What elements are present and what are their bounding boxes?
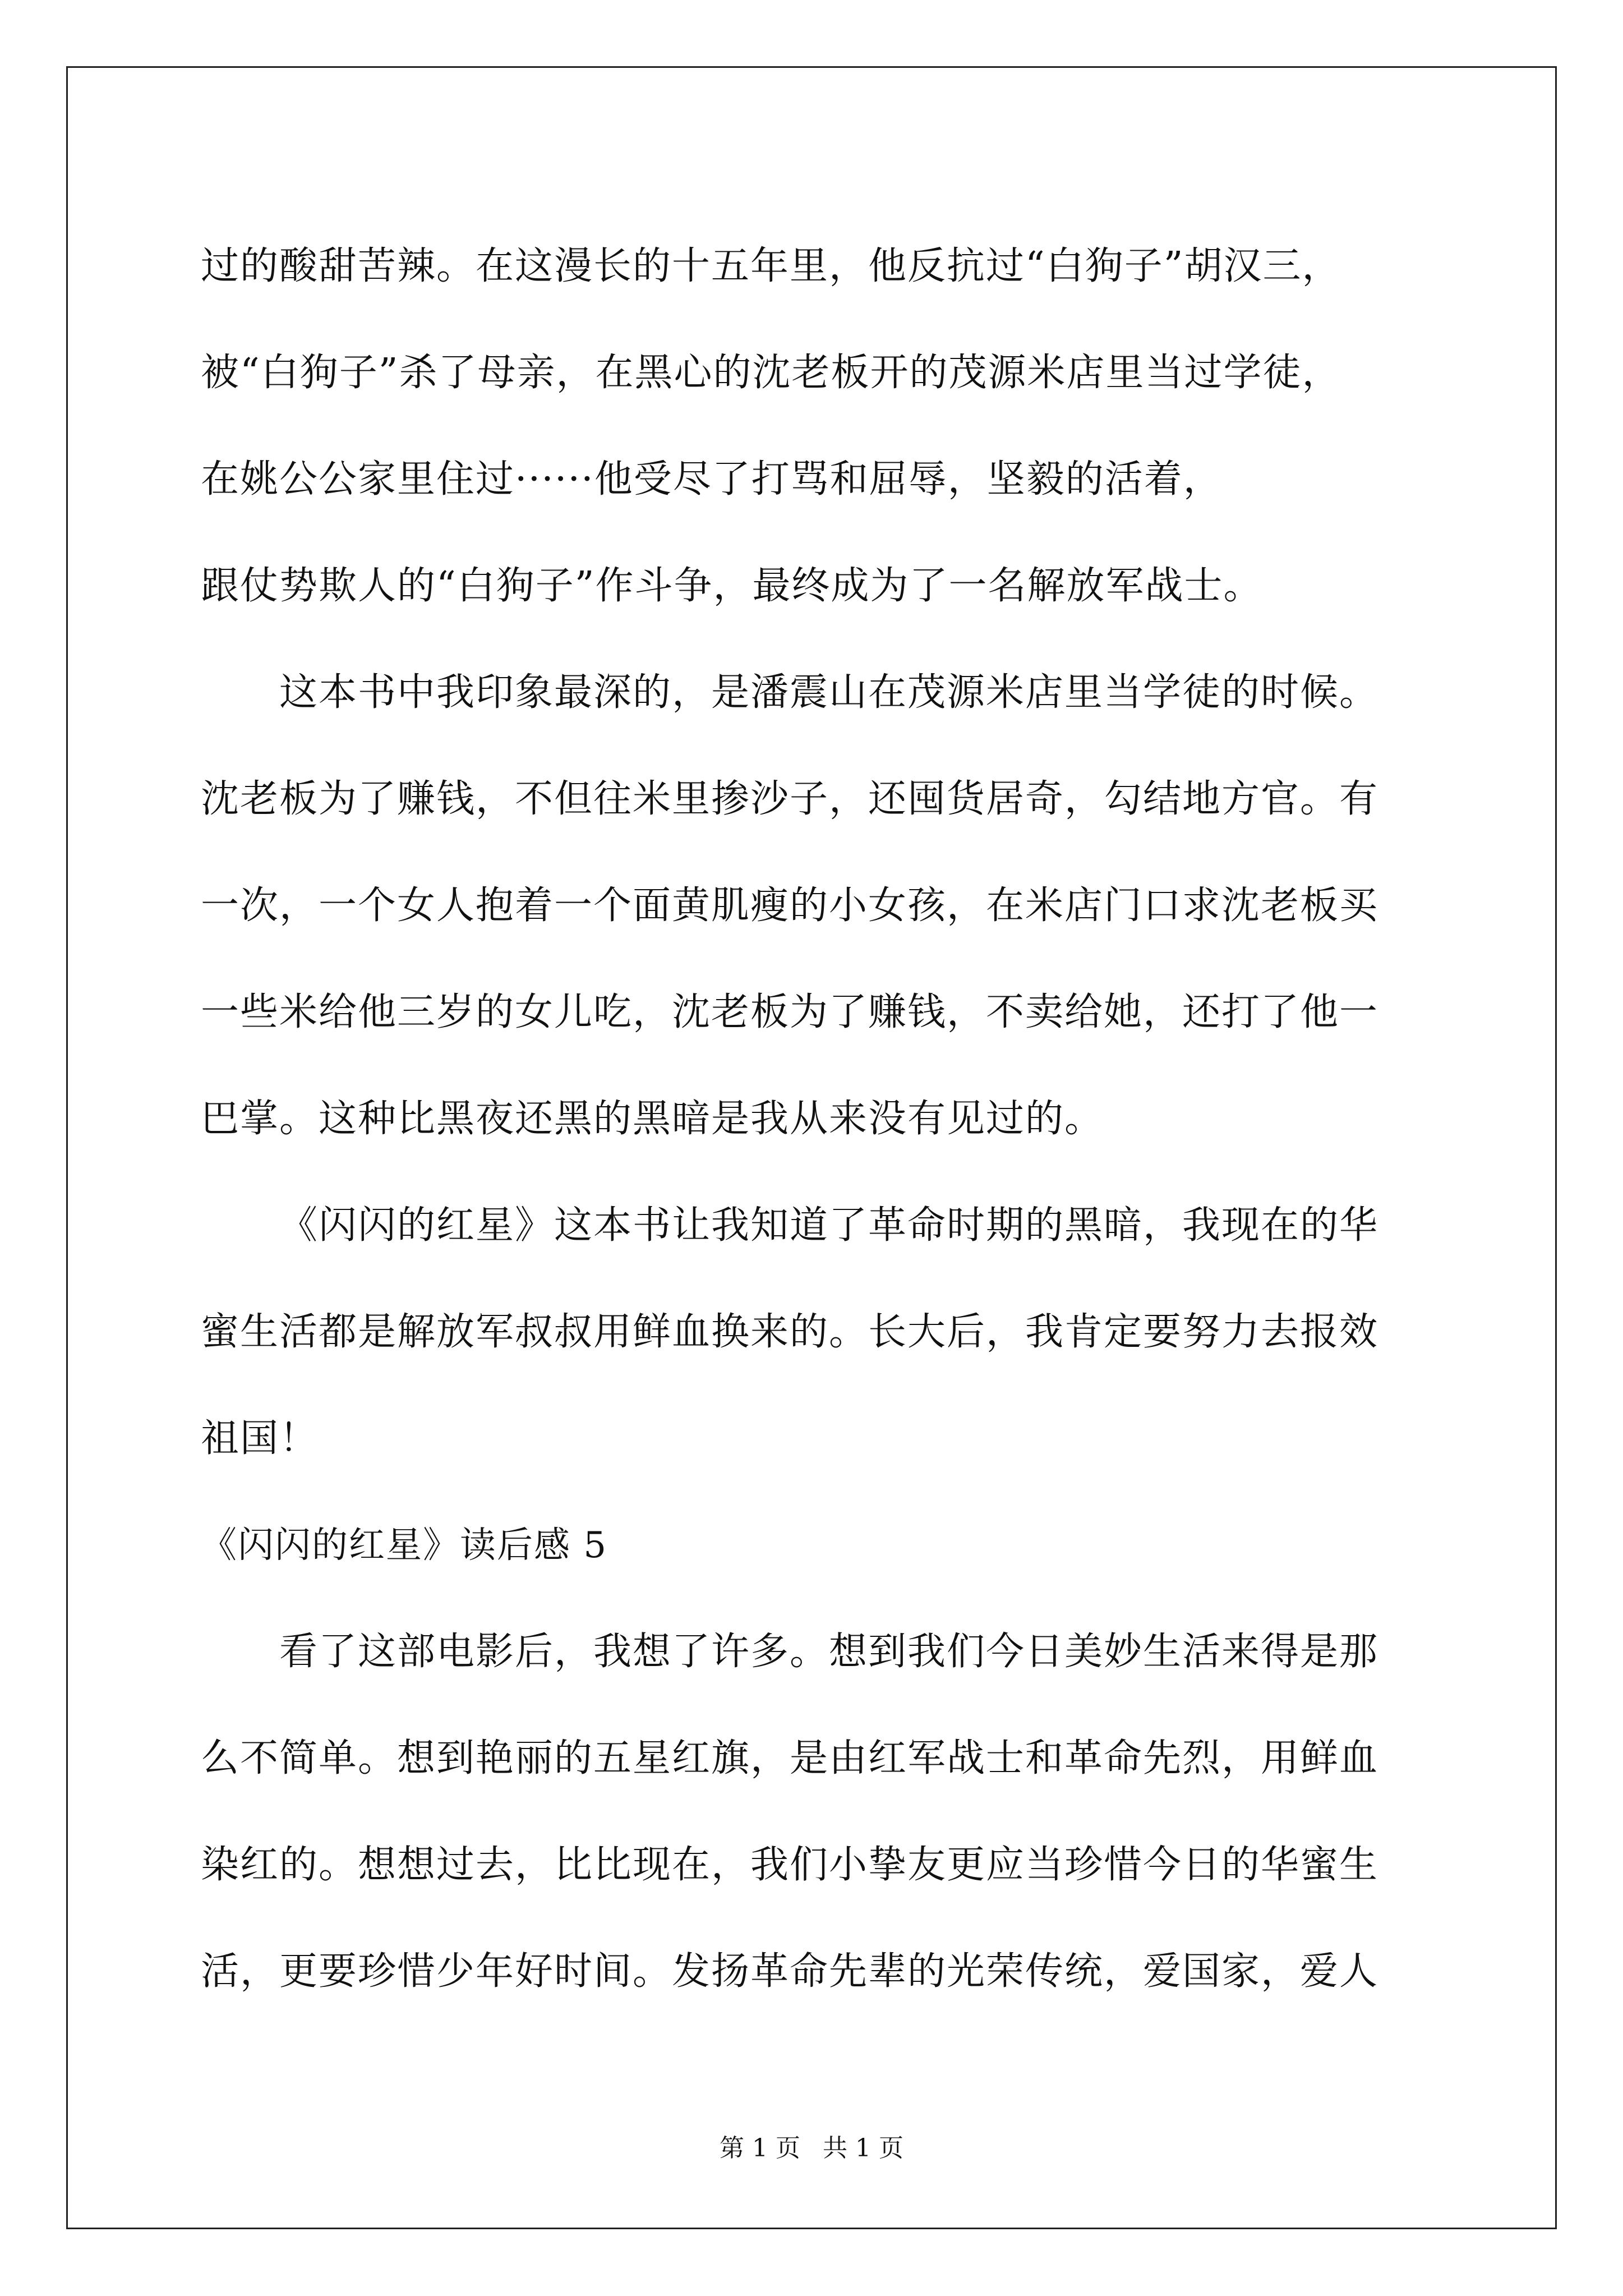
text-line-8: 一些米给他三岁的女儿吃，沈老板为了赚钱，不卖给她，还打了他一 <box>201 990 1379 1034</box>
document-body <box>201 213 1423 2025</box>
text-line-11: 蜜生活都是解放军叔叔用鲜血换来的。长大后，我肯定要努力去报效 <box>201 1310 1379 1354</box>
text-line-16: 染红的。想想过去，比比现在，我们小挚友更应当珍惜今日的华蜜生 <box>201 1843 1379 1887</box>
section-heading: 《闪闪的红星》读后感 5 <box>201 1525 608 1566</box>
page-number-total: 共 1 页 <box>823 2134 903 2162</box>
text-line-6: 沈老板为了赚钱，不但往米里掺沙子，还囤货居奇，勾结地方官。有 <box>201 777 1379 821</box>
text-line-7: 一次，一个女人抱着一个面黄肌瘦的小女孩，在米店门口求沈老板买 <box>201 884 1379 928</box>
text-line-1: 过的酸甜苦辣。在这漫长的十五年里，他反抗过“白狗子”胡汉三， <box>201 244 1341 288</box>
text-line-4: 跟仗势欺人的“白狗子”作斗争，最终成为了一名解放军战士。 <box>201 564 1263 608</box>
text-line-5: 这本书中我印象最深的，是潘震山在茂源米店里当学徒的时候。 <box>279 670 1379 715</box>
text-line-17: 活，更要珍惜少年好时间。发扬革命先辈的光荣传统，爱国家，爱人 <box>201 1949 1379 1994</box>
text-line-9: 巴掌。这种比黑夜还黑的黑暗是我从来没有见过的。 <box>201 1097 1104 1141</box>
page-footer <box>0 2132 1623 2165</box>
text-line-15: 么不简单。想到艳丽的五星红旗，是由红军战士和革命先烈，用鲜血 <box>201 1736 1379 1780</box>
page-number-current: 第 1 页 <box>720 2134 800 2162</box>
text-line-14: 看了这部电影后，我想了许多。想到我们今日美妙生活来得是那 <box>279 1630 1379 1674</box>
text-line-2: 被“白狗子”杀了母亲，在黑心的沈老板开的茂源米店里当过学徒， <box>201 351 1341 395</box>
text-line-10: 《闪闪的红星》这本书让我知道了革命时期的黑暗，我现在的华 <box>279 1203 1379 1248</box>
text-line-3: 在姚公公家里住过······他受尽了打骂和屈辱，坚毅的活着， <box>201 457 1223 501</box>
text-line-12: 祖国！ <box>201 1416 319 1461</box>
